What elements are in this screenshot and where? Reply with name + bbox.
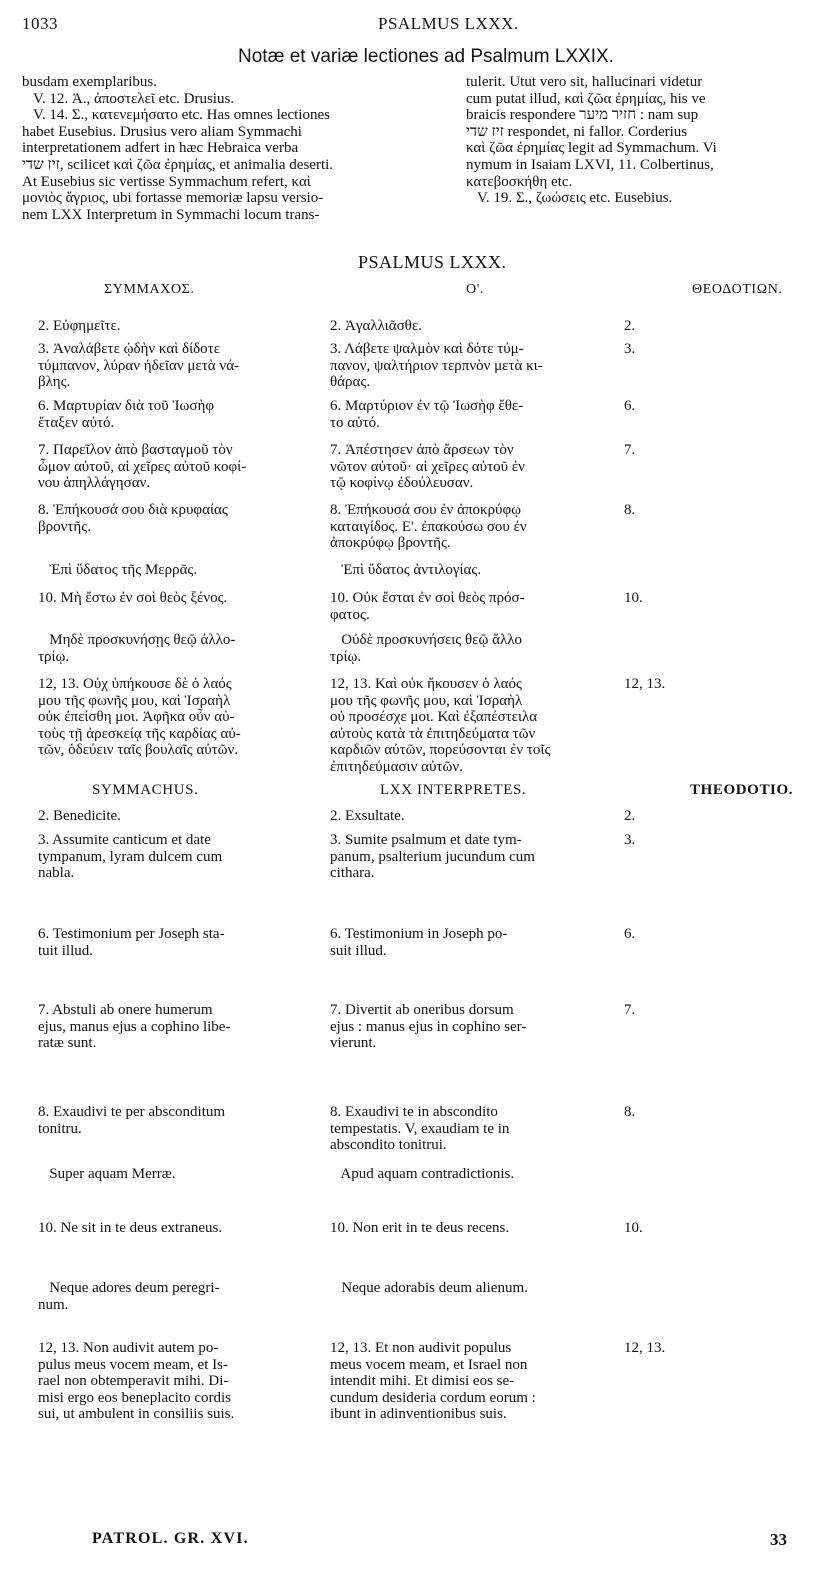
latin-lxx-v2: 2. Exsultate. (330, 808, 405, 824)
greek-lxx-v12-13: 12, 13. Καὶ οὐκ ἤκουσεν ὁ λαός μου τῆς φωνῆς μου, καὶ Ἰσραὴλ οὐ προσέσχε μοι. Καὶ ἐξαπέστειλα αὐτοὺς κατὰ τὰ ἐπιτηδεύματα τῶν καρδιῶν αὐτῶν, πορεύσονται ἐν τοῖς ἐπιτηδεύμασιν αὐτῶν. (330, 676, 551, 775)
greek-lxx-v8: 8. Ἐπήκουσά σου ἐν ἀποκρύφῳ καταιγίδος. Ε'. ἐπακούσω σου ἐν ἀποκρύφῳ βροντῆς. (330, 502, 527, 552)
footer-signature: PATROL. GR. XVI. (92, 1530, 249, 1547)
greek-symmachus-v7: 7. Παρεῖλον ἀπὸ βασταγμοῦ τὸν ὦμον αὐτοῦ, αἱ χεῖρες αὐτοῦ κοφί- νου ἀπηλλάγησαν. (38, 442, 247, 492)
greek-header-theodotion: ΘΕΟΔΟΤΙΩΝ. (692, 282, 783, 297)
page-number: 1033 (22, 14, 58, 33)
latin-symmachus-v7: 7. Abstuli ab onere humerum ejus, manus ejus a cophino libe- ratæ sunt. (38, 1002, 231, 1052)
latin-symmachus-v3: 3. Assumite canticum et date tympanum, lyram dulcem cum nabla. (38, 832, 223, 882)
notes-right-column: tulerit. Utut vero sit, hallucinari videtur cum putat illud, καὶ ζῶα ἐρημίας, his ve braicis respondere חזיר מיער : nam sup זיז שדי respondet, ni fallor. Corderius καὶ ζῶα ἐρημίας legit ad Symmachum. Vi nymum in Isaiam LXVI, 11. Colbertinus, κατεβοσκήθη etc. V. 19. Σ., ζωώσεις etc. Eusebius. (466, 74, 717, 207)
latin-symmachus-v10: 10. Ne sit in te deus extraneus. (38, 1220, 223, 1236)
greek-symmachus-v8: 8. Ἐπήκουσά σου διὰ κρυφαίας βροντῆς. (38, 502, 228, 535)
greek-symmachus-v12-13: 12, 13. Οὐχ ὑπήκουσε δὲ ὁ λαός μου τῆς φωνῆς μου, καὶ Ἰσραὴλ οὐκ ἐπείσθη μοι. Ἀφῆκα οὖν αὐ- τοὺς τῇ ἀρεσκείᾳ τῆς καρδίας αὐ- τῶν, ὁδεύειν ταῖς βουλαῖς αὐτῶν. (38, 676, 241, 759)
greek-theodotion-v6: 6. (624, 398, 636, 414)
latin-theodotion-v12-13: 12, 13. (624, 1340, 666, 1356)
greek-lxx-v8-sub: Ἐπὶ ὕδατος ἀντιλογίας. (330, 562, 482, 578)
latin-symmachus-v8-sub: Super aquam Merræ. (38, 1166, 176, 1182)
greek-symmachus-v3: 3. Ἀναλάβετε ᾠδὴν καὶ δίδοτε τύμπανον, λύραν ἡδεῖαν μετὰ νά- βλης. (38, 341, 240, 391)
greek-lxx-v7: 7. Ἀπέστησεν ἀπὸ ἄρσεων τὸν νῶτον αὐτοῦ· αἱ χεῖρες αὐτοῦ ἐν τῷ κοφίνῳ ἐδούλευσαν. (330, 442, 525, 492)
latin-lxx-v7: 7. Divertit ab oneribus dorsum ejus : manus ejus in cophino ser- vierunt. (330, 1002, 527, 1052)
latin-lxx-v8: 8. Exaudivi te in abscondito tempestatis. V, exaudiam te in abscondito tonitrui. (330, 1104, 510, 1154)
latin-lxx-v8-sub: Apud aquam contradictionis. (330, 1166, 515, 1182)
greek-lxx-v10-sub: Οὐδὲ προσκυνήσεις θεῷ ἄλλο τρίῳ. (330, 632, 523, 665)
greek-symmachus-v6: 6. Μαρτυρίαν διὰ τοῦ Ἰωσὴφ ἔταξεν αὐτό. (38, 398, 214, 431)
latin-header-theodotion: THEODOTIO. (690, 782, 794, 798)
latin-lxx-v3: 3. Sumite psalmum et date tym- panum, psalterium jucundum cum cithara. (330, 832, 535, 882)
greek-symmachus-v2: 2. Εὐφημεῖτε. (38, 318, 121, 334)
greek-lxx-v10: 10. Οὐκ ἔσται ἐν σοὶ θεὸς πρόσ- φατος. (330, 590, 525, 623)
latin-symmachus-v8: 8. Exaudivi te per absconditum tonitru. (38, 1104, 226, 1137)
greek-header-symmachus: ΣΥΜΜΑΧΟΣ. (104, 282, 195, 297)
greek-lxx-v6: 6. Μαρτύριον ἐν τῷ Ἰωσὴφ ἔθε- το αὐτό. (330, 398, 524, 431)
latin-header-symmachus: SYMMACHUS. (92, 782, 199, 798)
latin-theodotion-v3: 3. (624, 832, 636, 848)
latin-theodotion-v6: 6. (624, 926, 636, 942)
greek-lxx-v2: 2. Ἀγαλλιᾶσθε. (330, 318, 422, 334)
latin-lxx-v12-13: 12, 13. Et non audivit populus meus vocem meam, et Israel non intendit mihi. Et dimisi eos se- cundum desideria cordum eorum : ibunt in adinventionibus suis. (330, 1340, 536, 1423)
greek-symmachus-v10: 10. Μὴ ἔστω ἐν σοὶ θεὸς ξένος. (38, 590, 228, 606)
greek-theodotion-v2: 2. (624, 318, 636, 334)
latin-symmachus-v6: 6. Testimonium per Joseph sta- tuit illud. (38, 926, 225, 959)
greek-lxx-v3: 3. Λάβετε ψαλμὸν καὶ δότε τύμ- πανον, ψαλτήριον τερπνὸν μετὰ κι- θάρας. (330, 341, 543, 391)
latin-theodotion-v7: 7. (624, 1002, 636, 1018)
greek-theodotion-v10: 10. (624, 590, 643, 606)
greek-theodotion-v12-13: 12, 13. (624, 676, 666, 692)
greek-theodotion-v7: 7. (624, 442, 636, 458)
greek-symmachus-v8-sub: Ἐπὶ ὕδατος τῆς Μερρᾶς. (38, 562, 198, 578)
latin-lxx-v10: 10. Non erit in te deus recens. (330, 1220, 510, 1236)
psalm-title: PSALMUS LXXX. (358, 252, 507, 272)
latin-symmachus-v2: 2. Benedicite. (38, 808, 121, 824)
latin-theodotion-v2: 2. (624, 808, 636, 824)
latin-symmachus-v10-sub: Neque adores deum peregri- num. (38, 1280, 220, 1313)
greek-theodotion-v8: 8. (624, 502, 636, 518)
notes-title: Notæ et variæ lectiones ad Psalmum LXXIX. (238, 46, 614, 67)
latin-theodotion-v10: 10. (624, 1220, 643, 1236)
greek-theodotion-v3: 3. (624, 341, 636, 357)
latin-header-septuagint: LXX INTERPRETES. (380, 782, 527, 798)
latin-lxx-v6: 6. Testimonium in Joseph po- suit illud. (330, 926, 508, 959)
footer-sheet-number: 33 (770, 1530, 787, 1549)
greek-header-septuagint: Ο'. (466, 282, 484, 297)
running-title: PSALMUS LXXX. (378, 14, 519, 33)
latin-lxx-v10-sub: Neque adorabis deum alienum. (330, 1280, 528, 1296)
latin-symmachus-v12-13: 12, 13. Non audivit autem po- pulus meus vocem meam, et Is- rael non obtemperavit mihi. Di- misi ergo eos beneplacito cordis sui, ut ambulent in consiliis suis. (38, 1340, 235, 1423)
notes-left-column: busdam exemplaribus. V. 12. Ἀ., ἀποστελεῖ etc. Drusius. V. 14. Σ., κατενεμήσατο etc. Has omnes lectiones habet Eusebius. Drusius vero aliam Symmachi interpretationem adfert in hæc Hebraica verba זיז שדי, scilicet καὶ ζῶα ἐρημίας, et animalia deserti. At Eusebius sic vertisse Symmachum refert, καὶ μονιὸς ἄγριος, ubi fortasse memoriæ lapsu versio- nem LXX Interpretum in Symmachi locum trans- (22, 74, 334, 223)
greek-symmachus-v10-sub: Μηδὲ προσκυνήσῃς θεῷ ἀλλο- τρίῳ. (38, 632, 236, 665)
latin-theodotion-v8: 8. (624, 1104, 636, 1120)
